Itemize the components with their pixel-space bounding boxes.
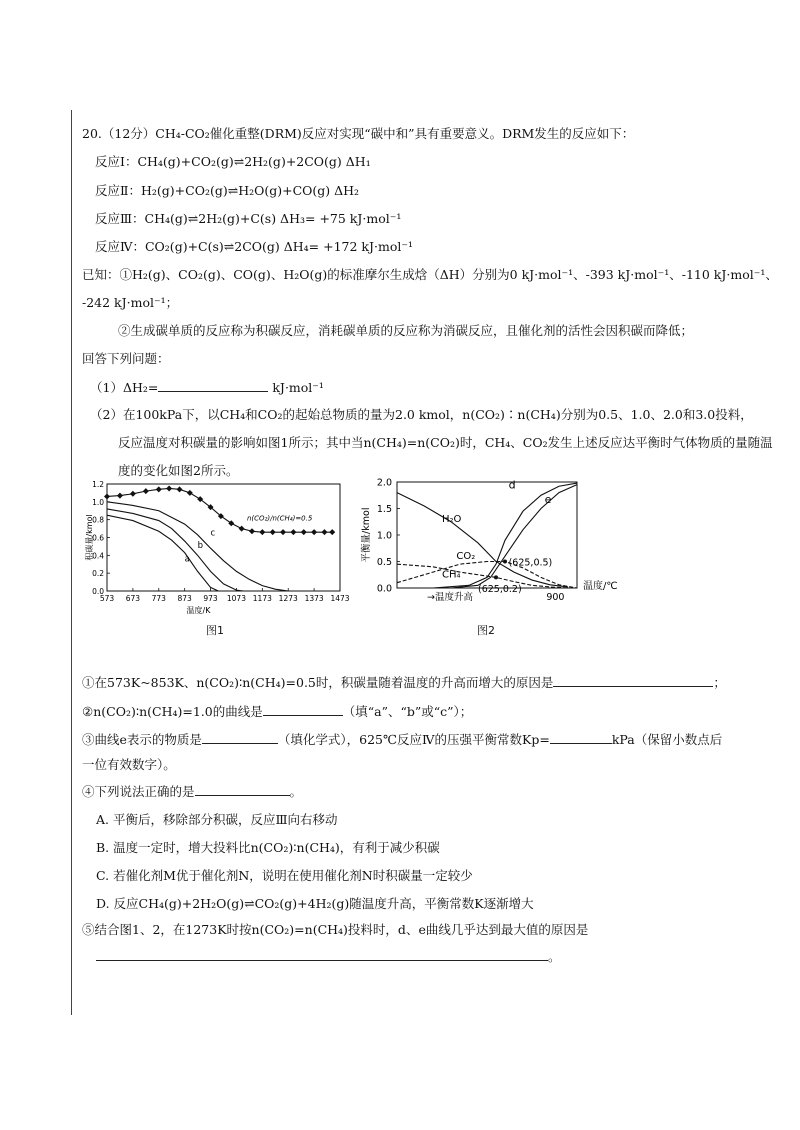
sub2-prefix: ②n(CO₂)∶n(CH₄)=1.0的曲线是 bbox=[82, 704, 263, 719]
data-point-diamond bbox=[187, 490, 193, 496]
reaction-3: 反应Ⅲ：CH₄(g)⇌2H₂(g)+C(s) ΔH₃= +75 kJ·mol⁻¹ bbox=[95, 211, 402, 226]
y-tick-label: 2.0 bbox=[376, 477, 392, 489]
y-tick-label: 0.0 bbox=[92, 587, 104, 596]
x-tick-label: 773 bbox=[151, 594, 166, 603]
data-point-diamond bbox=[311, 529, 317, 535]
data-point-diamond bbox=[321, 529, 327, 535]
figure-2-chart bbox=[355, 474, 665, 619]
y-tick-label: 0.2 bbox=[92, 569, 104, 579]
reaction-1: 反应Ⅰ：CH₄(g)+CO₂(g)⇌2H₂(g)+2CO(g) ΔH₁ bbox=[95, 154, 371, 169]
q1-suffix: kJ·mol⁻¹ bbox=[272, 380, 324, 395]
data-point-diamond bbox=[156, 486, 162, 492]
data-point-diamond bbox=[290, 529, 296, 535]
reaction-4: 反应Ⅳ：CO₂(g)+C(s)⇌2CO(g) ΔH₄= +172 kJ·mol⁻¹ bbox=[95, 239, 413, 254]
answer-prompt: 回答下列问题： bbox=[82, 351, 170, 366]
y-tick-label: 1.0 bbox=[92, 497, 104, 507]
series-line-b bbox=[107, 509, 243, 591]
y-tick-label: 0.4 bbox=[92, 551, 104, 561]
sub4-prefix: ④下列说法正确的是 bbox=[82, 784, 195, 799]
data-point-diamond bbox=[104, 493, 110, 499]
figure-1-caption: 图1 bbox=[206, 624, 224, 637]
q2-line3: 度的变化如图2所示。 bbox=[118, 463, 239, 478]
x-tick-label: 1473 bbox=[330, 594, 350, 603]
sub2-line bbox=[82, 703, 472, 720]
q1-prefix: （1）ΔH₂= bbox=[90, 380, 159, 395]
known-1a: 已知：①H₂(g)、CO₂(g)、CO(g)、H₂O(g)的标准摩尔生成焓（ΔH）分别为0 kJ·mol⁻¹、-393 kJ·mol⁻¹、-110 kJ·mol⁻¹、 bbox=[82, 267, 778, 282]
x-axis-label: 温度/℃ bbox=[583, 581, 618, 592]
x-tick-label: 1273 bbox=[278, 594, 298, 603]
data-point-diamond bbox=[329, 529, 335, 535]
x-tick-label: 900 bbox=[546, 592, 565, 603]
option-a: A. 平衡后，移除部分积碳，反应Ⅲ向右移动 bbox=[96, 812, 338, 827]
y-axis-label: 积碳量/kmol bbox=[85, 514, 94, 561]
q2-line2: 反应温度对积碳量的影响如图1所示；其中当n(CH₄)=n(CO₂)时，CH₄、CO₂发生上述反应达平衡时气体物质的量随温 bbox=[118, 435, 773, 450]
data-point-diamond bbox=[239, 526, 245, 532]
margin-rule bbox=[71, 110, 72, 1015]
plot-frame bbox=[107, 484, 340, 591]
sub5-line: ⑤结合图1、2，在1273K时按n(CO₂)=n(CH₄)投料时，d、e曲线几乎达到最大值的原因是 bbox=[82, 922, 589, 937]
y-tick-label: 0.6 bbox=[92, 533, 104, 543]
annotation-label: n(CO₂)/n(CH₄)=0.5 bbox=[247, 514, 313, 523]
y-tick-label: 0.0 bbox=[376, 583, 392, 595]
data-point-diamond bbox=[270, 529, 276, 535]
x-axis-label: 温度/K bbox=[186, 606, 211, 615]
data-point-diamond bbox=[166, 485, 172, 491]
sub5-answer-line bbox=[96, 948, 561, 965]
sub2-suffix: （填“a”、“b”或“c”）； bbox=[342, 704, 473, 719]
sub1-answer-blank[interactable] bbox=[553, 674, 713, 687]
sub4-suffix: 。 bbox=[289, 784, 303, 799]
sub4-line bbox=[82, 783, 302, 800]
sub5-answer-blank[interactable] bbox=[96, 948, 548, 961]
sub3-formula-blank[interactable] bbox=[202, 731, 278, 744]
x-tick-label: 573 bbox=[99, 594, 115, 603]
option-b: B. 温度一定时，增大投料比n(CO₂)∶n(CH₄)，有利于减少积碳 bbox=[96, 840, 440, 855]
x-tick-label: 1373 bbox=[304, 594, 324, 603]
series-label-h2o: H₂O bbox=[442, 513, 462, 525]
sub2-answer-blank[interactable] bbox=[263, 703, 343, 716]
data-point-diamond bbox=[301, 529, 307, 535]
figure-1-chart bbox=[85, 476, 355, 616]
reaction-2: 反应Ⅱ：H₂(g)+CO₂(g)⇌H₂O(g)+CO(g) ΔH₂ bbox=[95, 183, 360, 198]
series-label-co2: CO₂ bbox=[456, 550, 476, 562]
known-2: ②生成碳单质的反应称为积碳反应，消耗碳单质的反应称为消碳反应，且催化剂的活性会因积碳而降低； bbox=[118, 323, 694, 338]
figure-2-caption: 图2 bbox=[477, 624, 495, 637]
data-point-diamond bbox=[259, 529, 265, 535]
point-label: (625,0.5) bbox=[508, 557, 553, 569]
sub1-suffix: ； bbox=[713, 675, 726, 690]
option-c: C. 若催化剂M优于催化剂N，说明在使用催化剂N时积碳量一定较少 bbox=[96, 868, 473, 883]
series-label-a: a bbox=[184, 554, 190, 565]
known-1b: -242 kJ·mol⁻¹； bbox=[82, 295, 179, 310]
sub5-end: 。 bbox=[548, 949, 561, 964]
sub3-prefix: ③曲线e表示的物质是 bbox=[82, 732, 202, 747]
data-point-diamond bbox=[130, 491, 136, 497]
point-label: (625,0.2) bbox=[478, 584, 522, 596]
sub1-line bbox=[82, 674, 726, 691]
data-point bbox=[494, 575, 498, 579]
q1-line bbox=[90, 379, 324, 396]
y-axis-label: 平衡量/kmol bbox=[361, 507, 372, 563]
x-tick-label: 973 bbox=[203, 594, 218, 603]
x-tick-label: 1173 bbox=[252, 594, 272, 603]
sub3-line bbox=[82, 731, 722, 748]
y-tick-label: 0.5 bbox=[376, 557, 392, 568]
series-label-b: b bbox=[197, 541, 204, 552]
option-d: D. 反应CH₄(g)+2H₂O(g)⇌CO₂(g)+4H₂(g)随温度升高，平衡常数K逐渐增大 bbox=[96, 896, 534, 911]
series-label-ch4: CH₄ bbox=[442, 569, 461, 581]
data-point-diamond bbox=[117, 493, 123, 499]
sub3-suffix: kPa（保留小数点后 bbox=[611, 732, 723, 747]
x-tick-label: 1073 bbox=[226, 594, 246, 603]
series-label-c: c bbox=[210, 528, 216, 539]
x-axis-note: →温度升高 bbox=[427, 592, 473, 603]
y-tick-label: 0.8 bbox=[92, 515, 104, 525]
data-point bbox=[503, 560, 507, 564]
data-point-diamond bbox=[280, 529, 286, 535]
x-tick-label: 873 bbox=[177, 594, 192, 603]
sub1-prefix: ①在573K~853K、n(CO₂)∶n(CH₄)=0.5时，积碳量随着温度的升高而增大的原因是 bbox=[82, 675, 554, 690]
y-tick-label: 1.5 bbox=[376, 504, 392, 515]
series-line-a bbox=[107, 515, 218, 591]
sub3-line2: 一位有效数字）。 bbox=[82, 757, 176, 772]
series-label-e: e bbox=[544, 493, 552, 507]
sub3-kp-blank[interactable] bbox=[550, 731, 612, 744]
sub3-mid: （填化学式），625℃反应Ⅳ的压强平衡常数Kp= bbox=[277, 732, 550, 747]
data-point-diamond bbox=[249, 528, 255, 534]
data-point-diamond bbox=[176, 486, 182, 492]
series-label-d: d bbox=[508, 478, 516, 492]
sub4-answer-blank[interactable] bbox=[195, 783, 290, 796]
question-intro: 20.（12分）CH₄-CO₂催化重整(DRM)反应对实现“碳中和”具有重要意义。DRM发生的反应如下： bbox=[82, 126, 635, 141]
series-line-nCOnCH bbox=[107, 488, 332, 532]
q2-line1: （2）在100kPa下，以CH₄和CO₂的起始总物质的量为2.0 kmol，n(CO₂)∶n(CH₄)分别为0.5、1.0、2.0和3.0投料， bbox=[90, 407, 753, 422]
y-tick-label: 1.0 bbox=[376, 530, 392, 542]
q1-answer-blank[interactable] bbox=[158, 379, 268, 392]
y-tick-label: 1.2 bbox=[92, 480, 104, 489]
data-point-diamond bbox=[143, 488, 149, 494]
x-tick-label: 673 bbox=[125, 594, 141, 603]
